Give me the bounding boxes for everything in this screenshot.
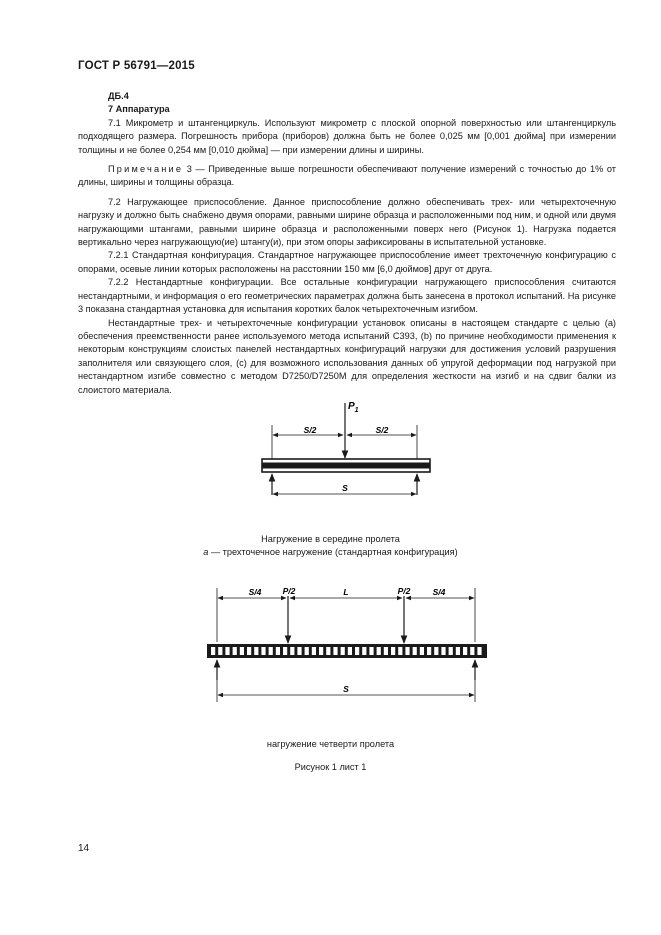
beam-cell [326,647,330,655]
figure-caption: Рисунок 1 лист 1 [294,762,367,772]
note-3 [78,163,616,190]
note-lead: Примечание [108,164,184,175]
beam-cell [362,647,366,655]
beam-cell [449,647,453,655]
beam-cell [247,647,251,655]
beam-core [262,463,430,469]
note-text: 3 — Приведенные выше погрешности обеспечивают получение измерений с точностью до 1% от длины, ширины и толщины образца. [78,164,616,188]
beam-cell [233,647,237,655]
figure-a-caption [0,533,661,559]
beam-cell [391,647,395,655]
beam-cell [369,647,373,655]
figure-a-caption-line1: Нагружение в середине пролета [261,534,400,544]
beam-cell [463,647,467,655]
label-s4-right: S/4 [432,587,446,597]
beam-cell [405,647,409,655]
label-span: S [342,483,348,493]
load-label: $P_1$ [348,401,359,414]
beam-cell [261,647,265,655]
beam-cell [456,647,460,655]
label-s2-left: S/2 [303,425,317,435]
paragraph-7-2: 7.2 Нагружающее приспособление. Данное приспособление должно обеспечивать трех- или четырехточечную нагрузку и должно быть снабжено двумя опорами, равными ширине образца и расположенными под ним, и одной или двумя нагружающими штангами, равными ширине образца и расположенными поверх него (Рисунок 1). Нагрузка подается вертикально через нагружающую(ие) штангу(и), при этом опоры зафиксированы в испытательной установке. [78,196,616,248]
figure-four-point [0,580,661,720]
beam-cell [225,647,229,655]
section-heading: 7 Аппаратура [108,104,170,115]
beam-cell [470,647,474,655]
label-span: S [343,684,349,694]
label-l: L [343,587,349,597]
figure-three-point [0,395,661,525]
beam-cell [297,647,301,655]
beam-cell [341,647,345,655]
beam-cell [269,647,273,655]
beam-cell [441,647,445,655]
label-load-right: P/2 [397,586,411,596]
paragraph-7-1: 7.1 Микрометр и штангенциркуль. Используют микрометр с плоской опорной поверхностью или штангенциркуль подходящего размера. Погрешность прибора (приборов) должна быть не более 0,025 мм [0,001 дюйма] при измерении толщины и не более 0,254 мм [0,010 дюйма] — при измерении длины и ширины. [78,117,616,155]
beam-cell [211,647,215,655]
beam-cell [283,647,287,655]
beam-cell [420,647,424,655]
beam-cell [218,647,222,655]
beam-cell [240,647,244,655]
document-header: ГОСТ Р 56791—2015 [78,60,195,72]
figure-b-caption-line1: нагружение четверти пролета [266,739,395,749]
figure-a-letter: а [203,547,209,557]
document-body [78,90,616,397]
paragraph-7-2-2: 7.2.2 Нестандартные конфигурации. Все остальные конфигурации нагружающего приспособления считаются нестандартными, и информация о его геометрических параметрах должна быть занесена в протокол испытаний. На рисунке 3 показана стандартная установка для испытания коротких балок четырехточечным изгибом. [78,277,616,315]
label-s2-right: S/2 [375,425,389,435]
beam-cell [427,647,431,655]
beam-cell [355,647,359,655]
figure-a-caption-line2: а — трехточечное нагружение (стандартная конфигурация) [203,547,458,557]
page-number: 14 [78,843,90,854]
beam-cell [398,647,402,655]
label-s4-left: S/4 [248,587,262,597]
beam-cell [319,647,323,655]
beam-cell [312,647,316,655]
beam-cell [413,647,417,655]
beam-cell [276,647,280,655]
paragraph-7-2-2-continued: Нестандартные трех- и четырехточечные конфигурации установок описаны в настоящем стандарте с целью (a) обеспечения преемственности ранее используемого метода испытаний C393, (b) по причине необходимости применения к некоторым конструкциям слоистых панелей нестандартных конфигураций нагрузки для достижения условий разрушения заполнителя или связующего слоя, (c) для возможного использования данных об упругой деформации под нагрузкой при нестандартном изгибе совместно с методом D7250/D7250M для определения жесткости на изгиб и на сдвиг балки из слоистого материала. [78,317,616,395]
beam-cell [254,647,258,655]
beam-cell [305,647,309,655]
paragraph-7-2-1: 7.2.1 Стандартная конфигурация. Стандартное нагружающее приспособление имеет трехточечную конфигурацию с опорами, осевые линии которых расположены на расстоянии 150 мм [6,0 дюймов] друг от друга. [78,250,616,274]
label-load-left: P/2 [282,586,296,596]
beam-cell [384,647,388,655]
beam-cell [333,647,337,655]
beam-cell [477,647,481,655]
beam-cell [377,647,381,655]
beam-cell [434,647,438,655]
beam-cell [290,647,294,655]
beam-cell [348,647,352,655]
appendix-label: ДБ.4 [108,91,129,101]
